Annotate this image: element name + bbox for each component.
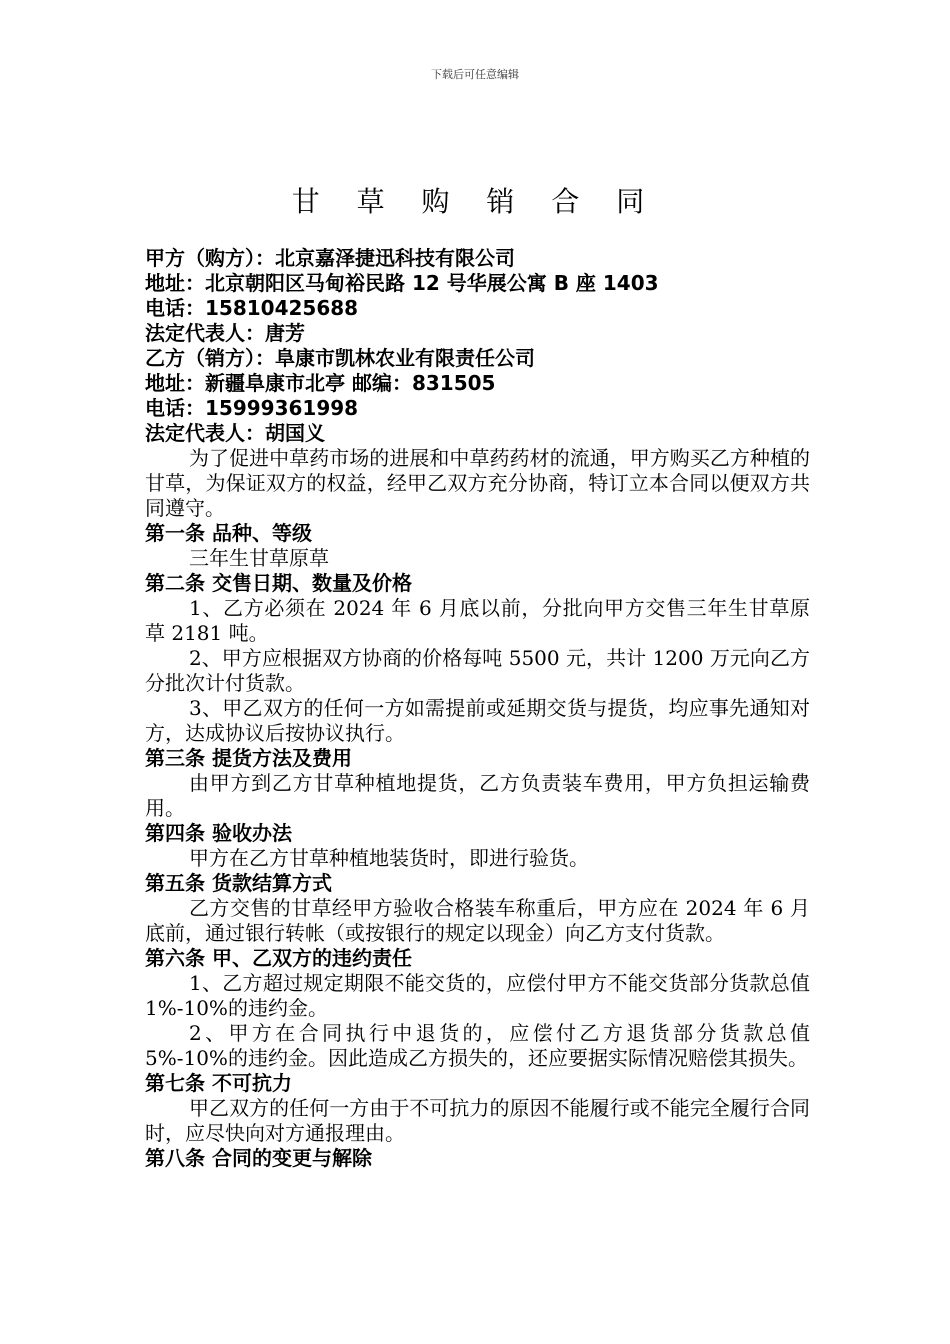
- party-a-representative: 法定代表人：唐芳: [145, 321, 305, 345]
- header-note: 下载后可任意编辑: [431, 68, 519, 81]
- intro-paragraph: 为了促进中草药市场的进展和中草药药材的流通，甲方购买乙方种植的甘草，为保证双方的权益，经甲乙双方充分协商，特订立本合同以便双方共同遵守。: [145, 446, 810, 520]
- article-7-paragraph: 甲乙双方的任何一方由于不可抗力的原因不能履行或不能完全履行合同时，应尽快向对方通报理由。: [145, 1096, 810, 1145]
- article-1-heading: 第一条 品种、等级: [145, 521, 312, 545]
- article-5-paragraph: 乙方交售的甘草经甲方验收合格装车称重后，甲方应在 2024 年 6 月底前，通过银行转帐（或按银行的规定以现金）向乙方支付货款。: [145, 896, 810, 945]
- article-4-heading: 第四条 验收办法: [145, 821, 292, 845]
- article-8-heading: 第八条 合同的变更与解除: [145, 1146, 372, 1170]
- article-3-paragraph: 由甲方到乙方甘草种植地提货，乙方负责装车费用，甲方负担运输费用。: [145, 771, 810, 820]
- article-1-paragraph: 三年生甘草原草: [189, 546, 329, 570]
- party-a-name: 甲方（购方）：北京嘉泽捷迅科技有限公司: [145, 246, 515, 270]
- article-2-paragraph: 1、乙方必须在 2024 年 6 月底以前，分批向甲方交售三年生甘草原草 2181 吨。: [145, 596, 810, 645]
- article-6-paragraph: 1、乙方超过规定期限不能交货的，应偿付甲方不能交货部分货款总值 1%-10%的违约金。: [145, 971, 810, 1020]
- party-b-phone: 电话：15999361998: [145, 396, 359, 420]
- contract-title: 甘 草 购 销 合 同: [291, 185, 659, 218]
- article-2-paragraph: 3、甲乙双方的任何一方如需提前或延期交货与提货，均应事先通知对方，达成协议后按协议执行。: [145, 696, 810, 745]
- party-a-phone: 电话：15810425688: [145, 296, 359, 320]
- article-2-heading: 第二条 交售日期、数量及价格: [145, 571, 412, 595]
- party-b-address: 地址：新疆阜康市北亭 邮编：831505: [145, 371, 496, 395]
- party-a-address: 地址：北京朝阳区马甸裕民路 12 号华展公寓 B 座 1403: [145, 271, 659, 295]
- article-2-paragraph: 2、甲方应根据双方协商的价格每吨 5500 元，共计 1200 万元向乙方分批次计付货款。: [145, 646, 810, 695]
- article-5-heading: 第五条 货款结算方式: [145, 871, 332, 895]
- party-b-name: 乙方（销方）：阜康市凯林农业有限责任公司: [145, 346, 535, 370]
- party-b-representative: 法定代表人：胡国义: [145, 421, 325, 445]
- contract-body: [145, 246, 810, 1171]
- article-4-paragraph: 甲方在乙方甘草种植地装货时，即进行验货。: [189, 846, 589, 870]
- article-6-paragraph: 2、甲方在合同执行中退货的，应偿付乙方退货部分货款总值 5%-10%的违约金。因此造成乙方损失的，还应要据实际情况赔偿其损失。: [145, 1021, 810, 1070]
- article-7-heading: 第七条 不可抗力: [145, 1071, 292, 1095]
- article-3-heading: 第三条 提货方法及费用: [145, 746, 352, 770]
- article-6-heading: 第六条 甲、乙双方的违约责任: [145, 946, 412, 970]
